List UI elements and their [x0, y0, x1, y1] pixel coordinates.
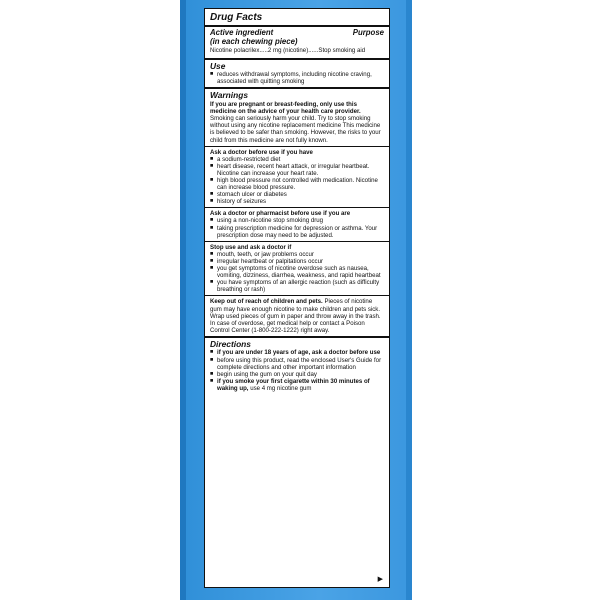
ask-doctor-section	[210, 147, 384, 208]
active-ingredient-heading: Active ingredient (in each chewing piece)	[210, 28, 298, 46]
list-item: ■ high blood pressure not controlled with medication. Nicotine can increase blood pressure.	[210, 177, 378, 192]
list-item: ■ stomach ulcer or diabetes	[210, 191, 287, 199]
list-item: ■ you get symptoms of nicotine overdose such as nausea, vomiting, dizziness, diarrhea, weakness, and rapid heartbeat	[210, 265, 381, 280]
package-right-edge	[406, 0, 412, 600]
bullet-icon: ■	[210, 217, 214, 224]
list-item: ■ if you are under 18 years of age, ask a doctor before use	[210, 349, 381, 357]
list-item: ■ heart disease, recent heart attack, or irregular heartbeat. Nicotine can increase your heart rate.	[210, 162, 370, 177]
bullet-icon: ■	[210, 177, 214, 183]
list-item: ■ begin using the gum on your quit day	[210, 370, 317, 378]
list-item: ■ if you smoke your first cigarette within 30 minutes of waking up, use 4 mg nicotine gum	[210, 377, 370, 392]
stop-use-title: Stop use and ask a doctor if	[210, 243, 292, 251]
bullet-icon: ■	[210, 250, 214, 257]
bullet-icon: ■	[210, 356, 214, 363]
bullet-icon: ■	[210, 198, 214, 205]
list-item: ■ before using this product, read the enclosed User's Guide for complete directions and other important information	[210, 356, 382, 371]
bullet-icon: ■	[210, 349, 214, 356]
drug-facts-title: Drug Facts	[210, 12, 263, 23]
bullet-icon: ■	[210, 162, 214, 169]
pregnancy-warning-bold: If you are pregnant or breast-feeding, only use this medicine on the advice of your health care provider.	[210, 101, 361, 116]
pregnancy-warning-text: Smoking can seriously harm your child. Try to stop smoking without using any nicotine replacement medicine This medicine is believed to be safer than smoking. However, the risks to your child from this medicine are not fully known.	[210, 115, 381, 144]
list-item: ■ history of seizures	[210, 198, 267, 206]
bullet-icon: ■	[210, 224, 214, 231]
list-item: ■ mouth, teeth, or jaw problems occur	[210, 250, 314, 258]
warnings-title: Warnings	[210, 90, 249, 101]
list-item: ■ you have symptoms of an allergic reaction (such as difficulty breathing or rash)	[210, 279, 380, 294]
bullet-icon: ■	[210, 279, 214, 286]
ask-doctor-title: Ask a doctor before use if you have	[210, 148, 313, 156]
keep-out-bold: Keep out of reach of children and pets.	[210, 298, 323, 306]
bullet-icon: ■	[210, 191, 214, 198]
bullet-icon: ■	[210, 377, 214, 384]
continue-arrow-icon: ▶	[377, 575, 383, 583]
use-section	[210, 60, 384, 88]
package-left-edge	[180, 0, 186, 600]
bullet-icon: ■	[210, 370, 214, 377]
directions-title: Directions	[210, 338, 251, 349]
ask-pharmacist-section	[210, 208, 384, 240]
drug-facts-panel	[204, 8, 390, 588]
ask-pharmacist-title: Ask a doctor or pharmacist before use if you are	[210, 210, 351, 218]
list-item: ■ irregular heartbeat or palpitations occur	[210, 257, 324, 265]
stop-use-section	[210, 242, 384, 296]
bullet-icon: ■	[210, 257, 214, 264]
warnings-section	[210, 89, 384, 145]
use-title: Use	[210, 60, 226, 71]
directions-section	[210, 338, 384, 394]
list-item: ■ using a non-nicotine stop smoking drug	[210, 217, 324, 225]
active-ingredient-section	[210, 27, 384, 58]
bullet-icon: ■	[210, 155, 214, 162]
keep-out-text: Pieces of nicotine gum may have enough nicotine to make children and pets sick. Wrap used pieces of gum in paper and throw away in the trash. In case of overdose, get medical help or contact a Poison Control Center (1-800-222-1222) right away.	[210, 298, 381, 334]
list-item: ■ reduces withdrawal symptoms, including nicotine craving, associated with quitting smoking	[210, 71, 372, 86]
bullet-icon: ■	[210, 265, 214, 272]
list-item: ■ taking prescription medicine for depression or asthma. Your prescription dose may need to be adjusted.	[210, 224, 378, 239]
ingredient-line: Nicotine polacrilex.....2 mg (nicotine)......Stop smoking aid	[210, 46, 366, 54]
keep-out-section	[210, 296, 384, 335]
purpose-heading: Purpose	[352, 28, 384, 37]
list-item: ■ a sodium-restricted diet	[210, 155, 281, 163]
bullet-icon: ■	[210, 71, 214, 78]
